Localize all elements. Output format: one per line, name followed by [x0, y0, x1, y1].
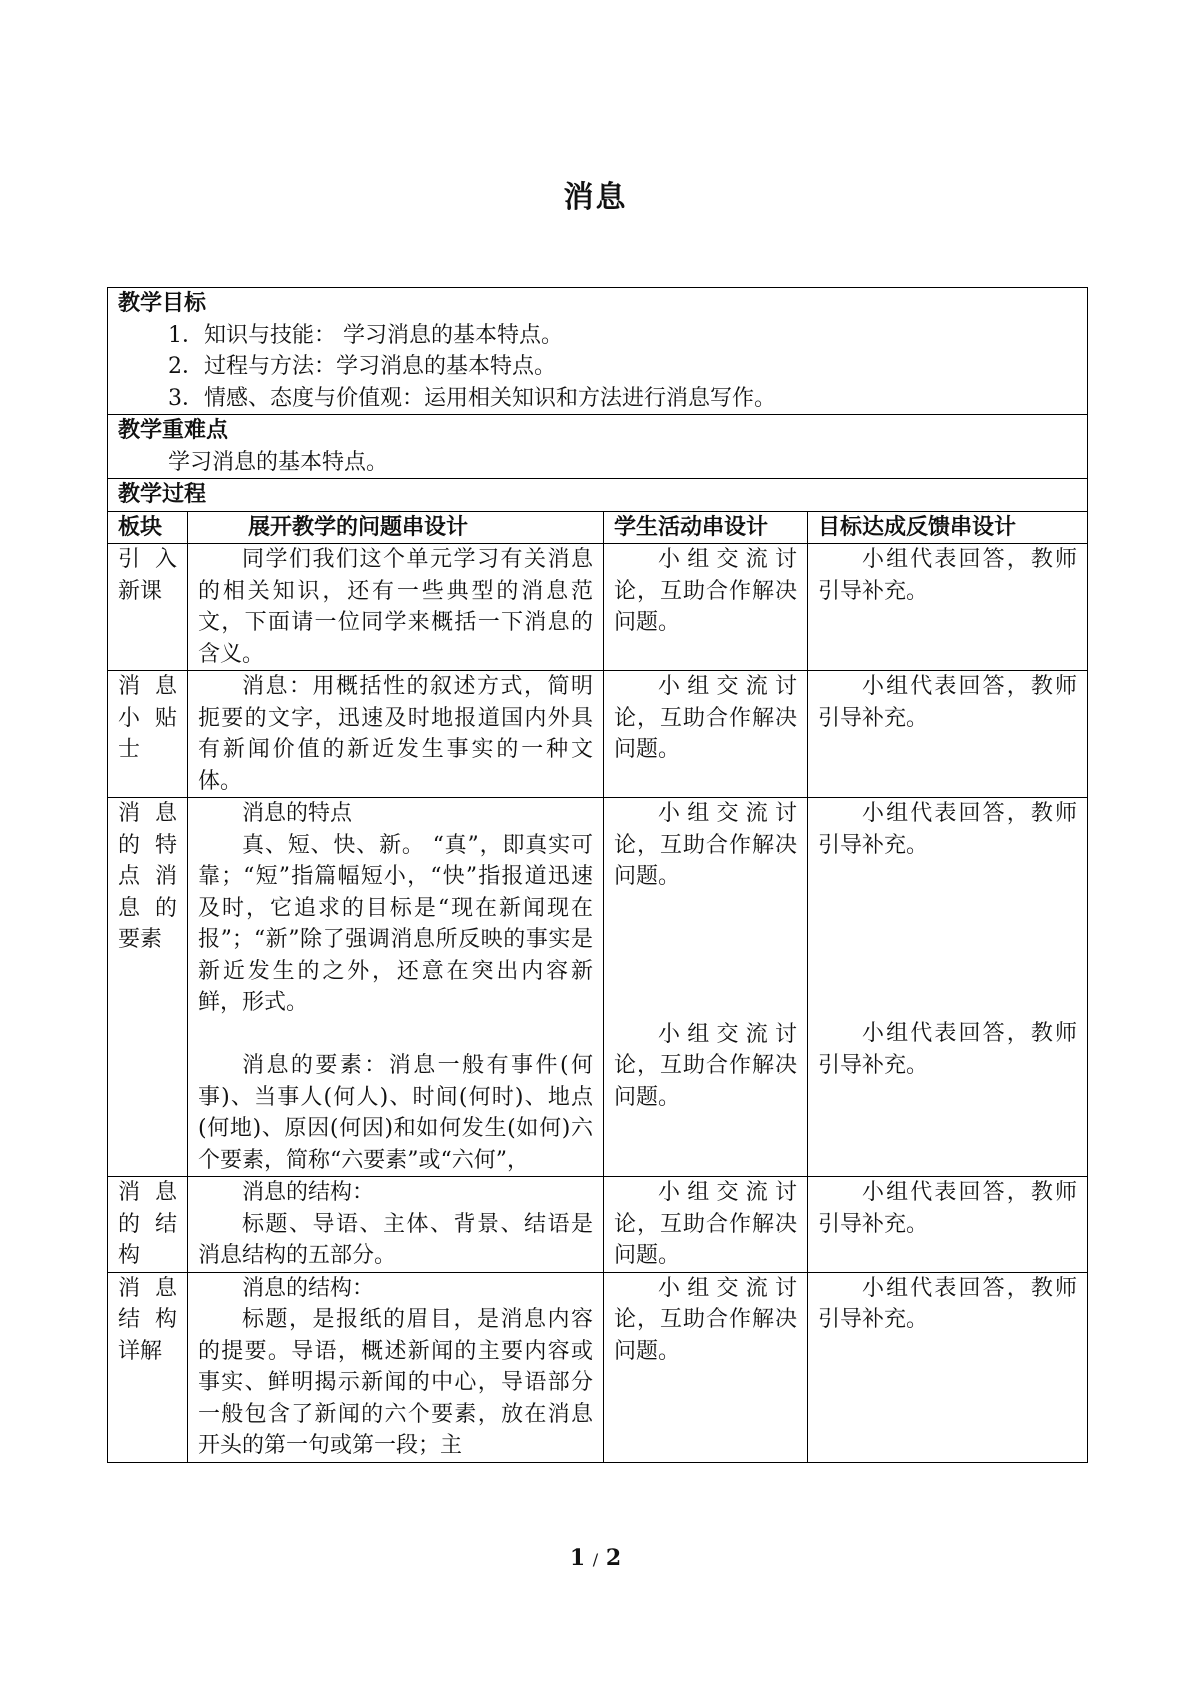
objectives-heading: 教学目标: [118, 290, 207, 316]
activity-text: 小组交流讨论，互助合作解决问题。: [614, 1275, 797, 1364]
block-cell: 引入新课: [118, 547, 177, 604]
design-text: 标题，是报纸的眉目，是消息内容的提要。导语，概述新闻的主要内容或事实、鲜明揭示新闻的中心，导语部分一般包含了新闻的六个要素，放在消息开头的第一句或第一段；主: [198, 1307, 593, 1458]
lesson-plan-table: [107, 287, 1088, 1463]
feedback-text: 小组代表回答，教师引导补充。: [818, 674, 1077, 731]
table-row: [108, 671, 1088, 798]
page-title: 消息: [563, 180, 628, 215]
block-cell: 消息小贴士: [118, 674, 177, 762]
page-current: 1: [569, 1545, 586, 1571]
column-header: 展开教学的问题串设计: [188, 511, 604, 544]
design-text: 标题、导语、主体、背景、结语是消息结构的五部分。: [198, 1211, 593, 1268]
activity-text: 小组交流讨论，互助合作解决问题。: [614, 674, 797, 762]
design-text: 同学们我们这个单元学习有关消息的相关知识，还有一些典型的消息范文，下面请一位同学来概括一下消息的含义。: [198, 547, 593, 667]
column-header: 板块: [108, 511, 188, 544]
feedback-text: 小组代表回答，教师引导补充。: [818, 1021, 1077, 1078]
table-header-row: [108, 511, 1088, 544]
key-points-text: 学习消息的基本特点。: [168, 449, 389, 475]
objective-item: 1．知识与技能： 学习消息的基本特点。: [168, 322, 563, 348]
design-text: 消息：用概括性的叙述方式，简明扼要的文字，迅速及时地报道国内外具有新闻价值的新近发生事实的一种文体。: [198, 674, 593, 794]
page-separator: /: [592, 1550, 599, 1569]
activity-text: 小组交流讨论，互助合作解决问题。: [614, 1021, 797, 1110]
design-text: 消息的要素：消息一般有事件(何事)、当事人(何人)、时间(何时)、地点(何地)、原因(何因)和如何发生(如何)六个要素，简称“六要素”或“六何”，: [198, 1053, 593, 1173]
design-text: 消息的结构：: [242, 1275, 375, 1301]
block-cell: 消息结构详解: [118, 1275, 177, 1364]
page-number: [0, 1545, 1191, 1571]
column-header: 学生活动串设计: [604, 511, 808, 544]
feedback-text: 小组代表回答，教师引导补充。: [818, 1275, 1077, 1332]
feedback-text: 小组代表回答，教师引导补充。: [818, 801, 1077, 858]
design-text: 真、短、快、新。 “真”，即真实可靠；“短”指篇幅短小，“快”指报道迅速及时，它追求的目标是“现在新闻现在报”；“新”除了强调消息所反映的事实是新近发生的之外，还意在突出内容新鲜，形式。: [198, 832, 593, 1015]
objective-item: 3．情感、态度与价值观：运用相关知识和方法进行消息写作。: [168, 385, 776, 411]
key-points-section: [108, 415, 1088, 479]
column-header: 目标达成反馈串设计: [808, 511, 1088, 544]
process-heading: 教学过程: [118, 481, 207, 507]
activity-text: 小组交流讨论，互助合作解决问题。: [614, 547, 797, 635]
design-text: 消息的特点: [242, 801, 353, 826]
process-section: [108, 479, 1088, 512]
feedback-text: 小组代表回答，教师引导补充。: [818, 547, 1077, 604]
objectives-section: [108, 288, 1088, 415]
table-row: [108, 1177, 1088, 1273]
key-points-heading: 教学重难点: [118, 417, 229, 443]
block-cell: 消息的特点消息的要素: [118, 801, 177, 952]
feedback-text: 小组代表回答，教师引导补充。: [818, 1180, 1077, 1237]
table-row: [108, 1272, 1088, 1462]
table-row: [108, 544, 1088, 671]
table-row: [108, 798, 1088, 1177]
objective-item: 2．过程与方法：学习消息的基本特点。: [168, 354, 556, 379]
page-total: 2: [605, 1545, 622, 1571]
block-cell: 消息的结构: [118, 1180, 177, 1268]
activity-text: 小组交流讨论，互助合作解决问题。: [614, 1180, 797, 1268]
activity-text: 小组交流讨论，互助合作解决问题。: [614, 801, 797, 889]
design-text: 消息的结构：: [242, 1180, 375, 1205]
